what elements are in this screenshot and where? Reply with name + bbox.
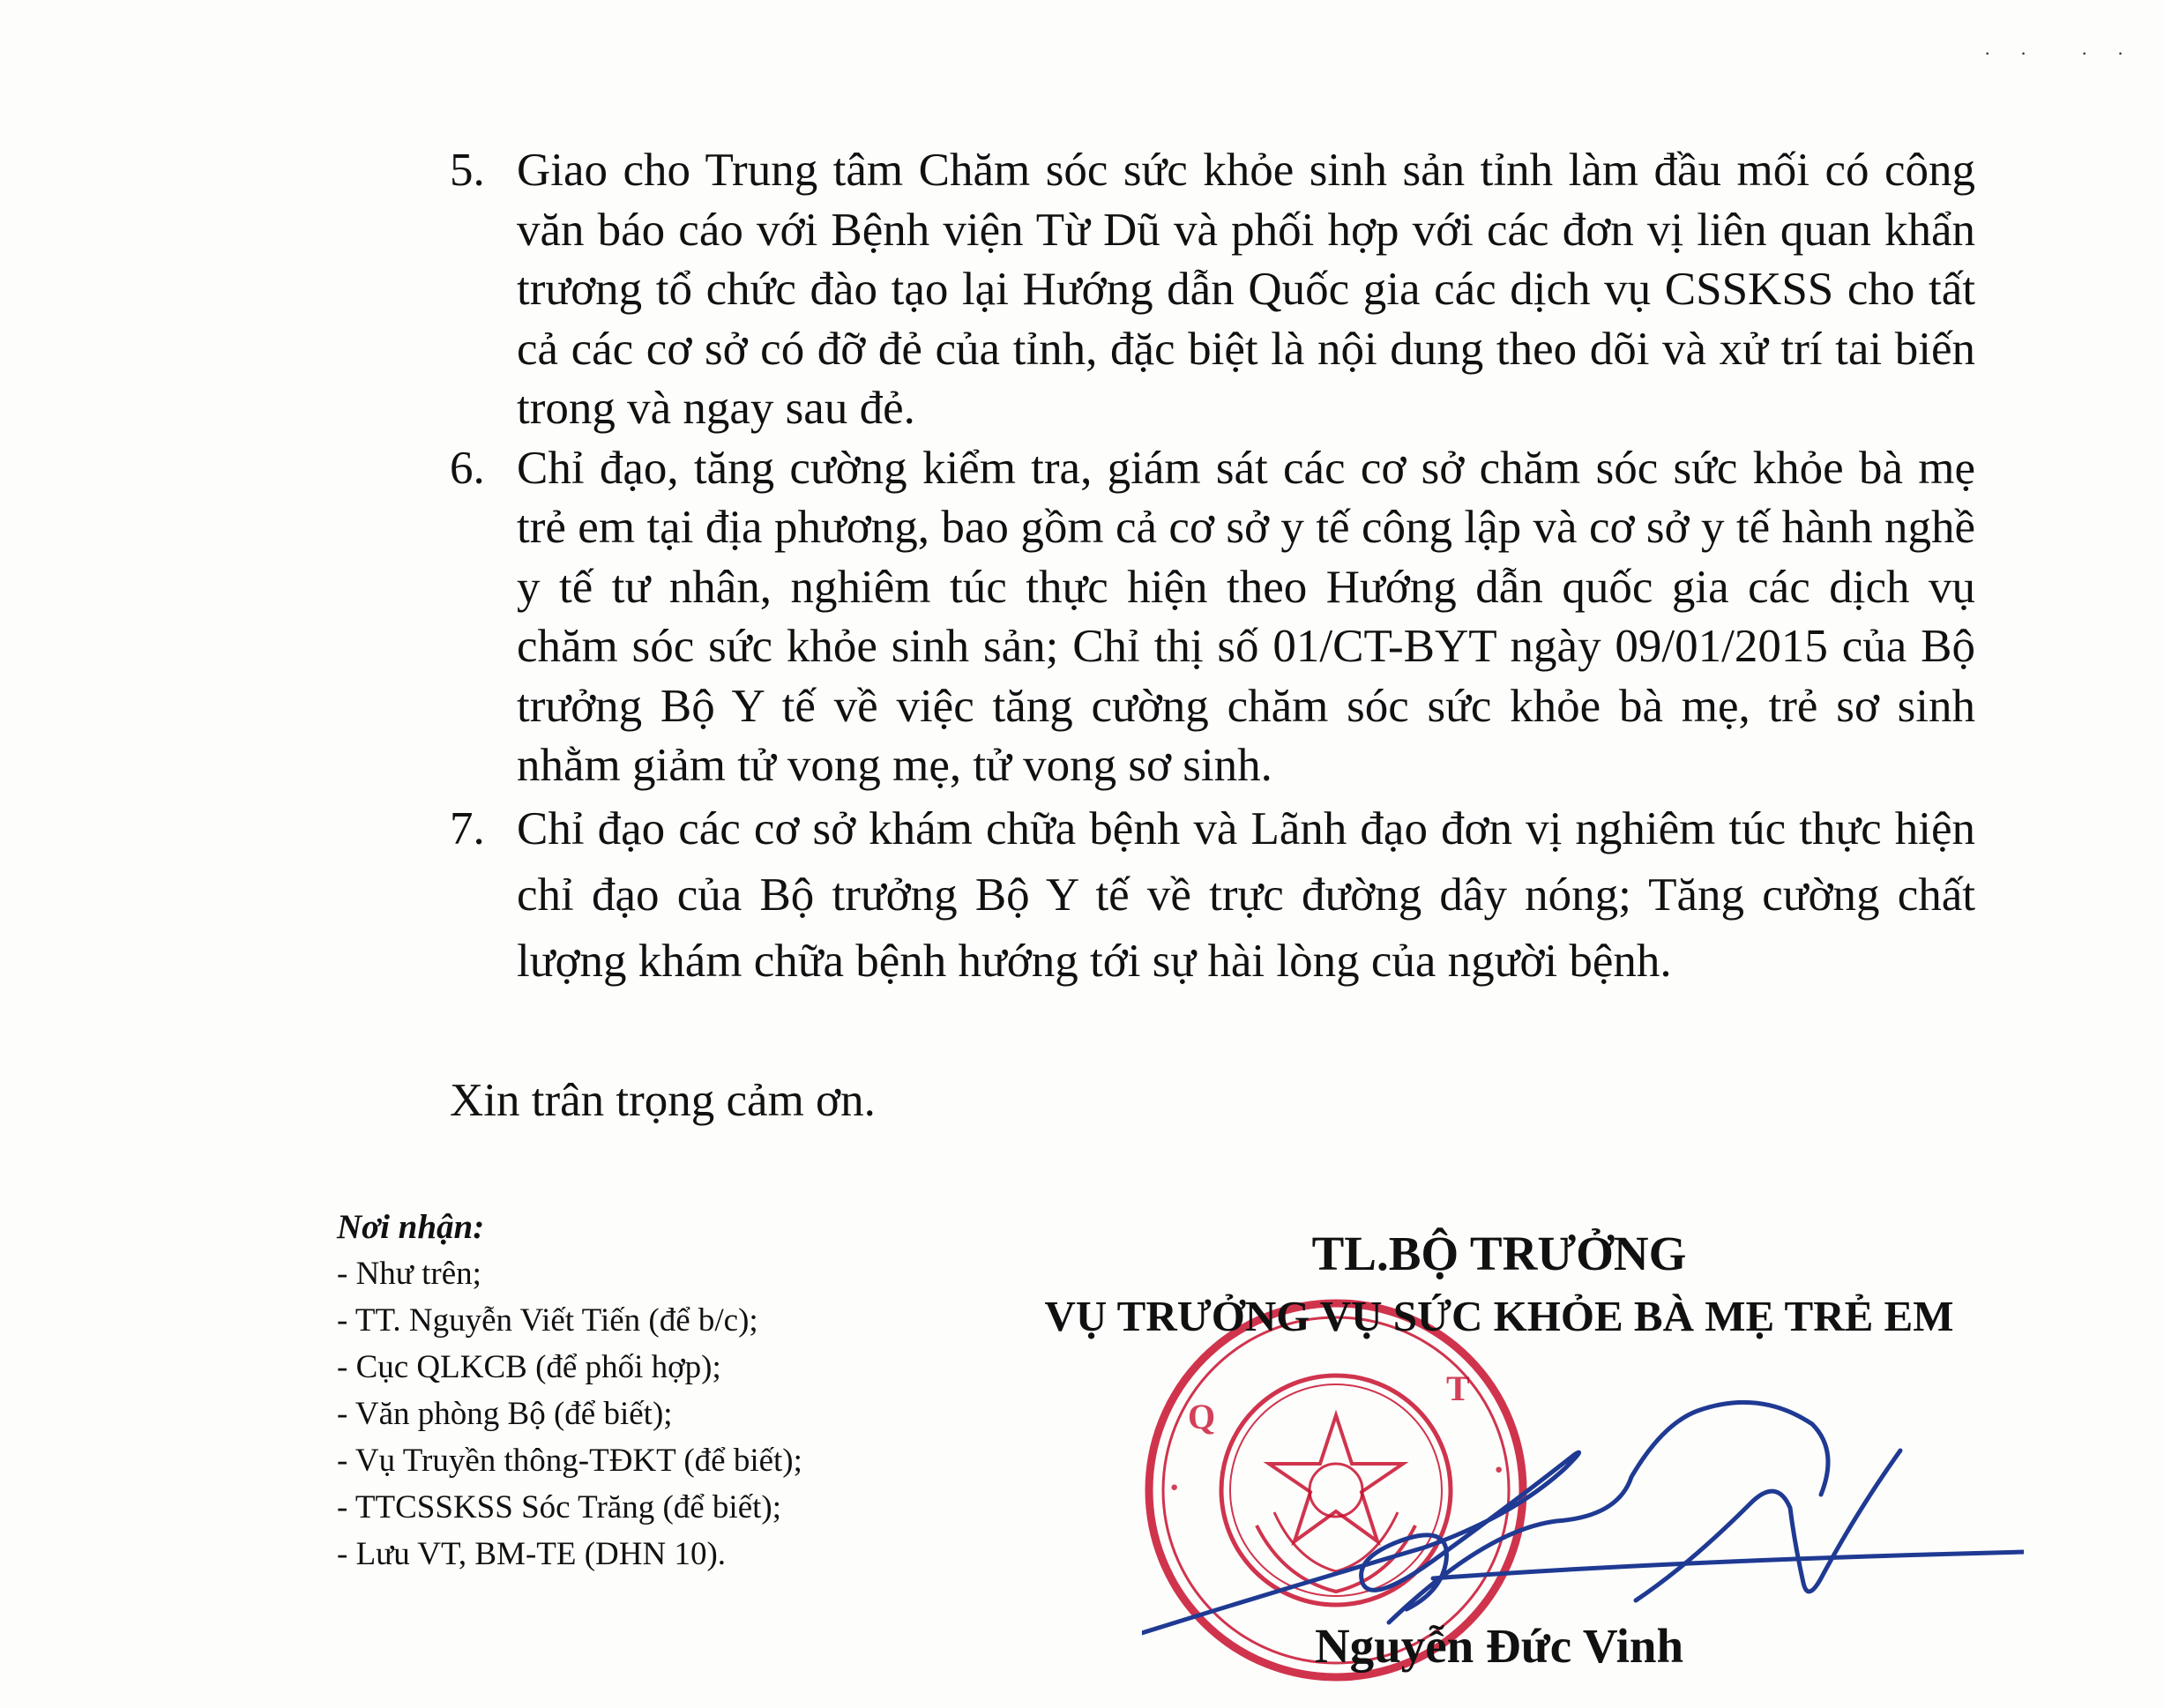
recipient-line: - Lưu VT, BM-TE (DHN 10). [337,1536,727,1572]
signature-position: VỤ TRƯỞNG VỤ SỨC KHỎE BÀ MẸ TRẺ EM [1044,1292,1954,1340]
signer-name: Nguyễn Đức Vinh [1314,1619,1684,1673]
recipient-line: - Vụ Truyền thông-TĐKT (để biết); [337,1443,802,1479]
svg-text:T: T [1446,1369,1470,1408]
list-number: 5. [450,145,485,196]
list-text: Chỉ đạo, tăng cường kiểm tra, giám sát các cơ sở chăm sóc sức khỏe bà mẹ trẻ em tại địa phương, bao gồm cả cơ sở y tế công lập và cơ sở y tế hành nghề y tế tư nhân, nghiêm túc thực hiện theo Hướng dẫn quốc gia các dịch vụ chăm sóc sức khỏe sinh sản; Chỉ thị số 01/CT-BYT ngày 09/01/2015 của Bộ trưởng Bộ Y tế về việc tăng cường chăm sóc sức khỏe bà mẹ, trẻ sơ sinh nhằm giảm tử vong mẹ, tử vong sơ sinh. [517,442,1975,791]
directive-list [450,141,1975,995]
recipient-line: - TTCSSKSS Sóc Trăng (để biết); [337,1489,782,1525]
list-item [450,796,1975,995]
svg-text:·: · [1493,1450,1505,1489]
recipients-heading: Nơi nhận: [337,1208,485,1246]
recipient-line: - Văn phòng Bộ (để biết); [337,1396,673,1432]
list-number: 6. [450,442,485,494]
closing-line: Xin trân trọng cảm ơn. [450,1075,876,1126]
list-number: 7. [450,802,485,854]
recipient-line: - TT. Nguyễn Viết Tiến (để b/c); [337,1302,758,1339]
scan-speck: · · [2081,42,2137,64]
svg-text:·: · [1168,1467,1181,1507]
recipients-block [337,1204,972,1577]
recipient-line: - Cục QLKCB (để phối hợp); [337,1349,721,1385]
svg-text:Q: Q [1188,1397,1216,1436]
signature-title: TL.BỘ TRƯỞNG [1311,1227,1687,1280]
recipient-line: - Như trên; [337,1256,481,1292]
signature-block [1005,1212,1993,1689]
list-text: Giao cho Trung tâm Chăm sóc sức khỏe sinh sản tỉnh làm đầu mối có công văn báo cáo với Bệnh viện Từ Dũ và phối hợp với các đơn vị liên quan khẩn trương tổ chức đào tạo lại Hướng dẫn Quốc gia các dịch vụ CSSKSS cho tất cả các cơ sở có đỡ đẻ của tỉnh, đặc biệt là nội dung theo dõi và xử trí tai biến trong và ngay sau đẻ. [517,145,1975,434]
list-item [450,141,1975,439]
scan-speck: · · [1984,42,2040,64]
list-item [450,439,1975,796]
list-text: Chỉ đạo các cơ sở khám chữa bệnh và Lãnh đạo đơn vị nghiêm túc thực hiện chỉ đạo của Bộ trưởng Bộ Y tế về trực đường dây nóng; Tăng cường chất lượng khám chữa bệnh hướng tới sự hài lòng của người bệnh. [517,802,1975,987]
